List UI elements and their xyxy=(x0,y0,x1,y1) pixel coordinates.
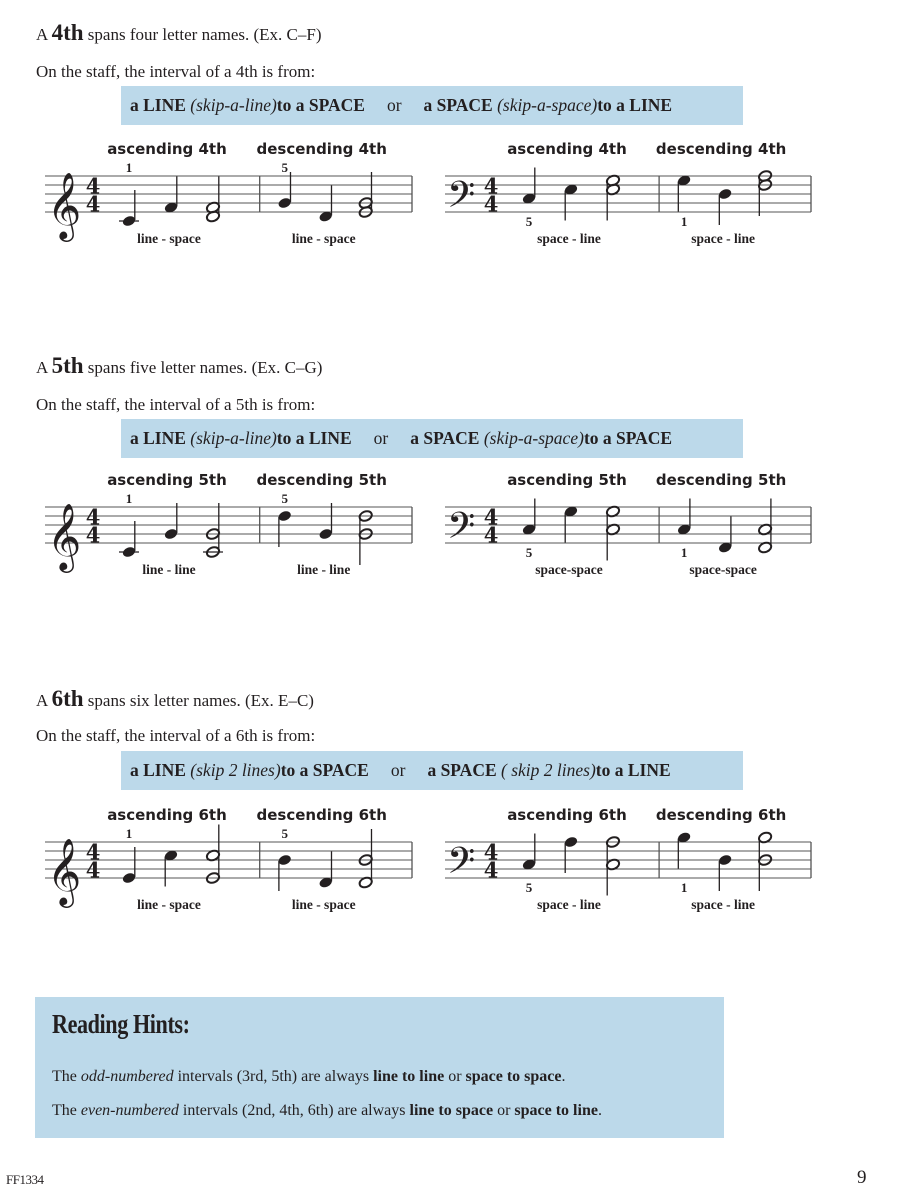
rule-right-italic: ( skip 2 lines) xyxy=(501,760,596,780)
finger-number: 1 xyxy=(125,491,133,506)
intro-suffix: spans four letter names. (Ex. C–F) xyxy=(83,25,322,44)
rule-highlight-bar xyxy=(121,419,743,458)
ascending-label: ascending 6th xyxy=(507,806,627,824)
treble-clef-icon: 𝄞 xyxy=(47,171,82,239)
hint-bold: space to line xyxy=(514,1102,598,1119)
hint-emphasis: even-numbered xyxy=(80,1102,179,1119)
interval-caption: space-space xyxy=(689,562,757,577)
interval-caption: space-space xyxy=(535,562,603,577)
reading-hints-box xyxy=(35,997,724,1138)
rule-or: or xyxy=(386,95,402,115)
rule-right-part2: to a LINE xyxy=(597,95,673,115)
hint-text: . xyxy=(597,1102,602,1119)
interval-caption: space - line xyxy=(691,231,755,246)
finger-number: 5 xyxy=(281,160,288,175)
interval-caption: line - space xyxy=(137,897,201,912)
hint-text: intervals (2nd, 4th, 6th) are always xyxy=(178,1102,410,1119)
ascending-label: ascending 6th xyxy=(107,806,227,824)
finger-number: 5 xyxy=(525,545,533,560)
interval-caption: space - line xyxy=(537,897,601,912)
interval-name: 5th xyxy=(51,353,84,378)
rule-or: or xyxy=(373,428,389,448)
treble-clef-icon: 𝄞 xyxy=(47,837,82,905)
rule-right-part2: to a LINE xyxy=(595,760,671,780)
descending-label: descending 4th xyxy=(655,140,787,158)
descending-label: descending 4th xyxy=(256,140,387,158)
interval-caption: line - space xyxy=(137,231,201,246)
rule-left-italic: (skip 2 lines) xyxy=(190,760,281,780)
rule-right-part1: a SPACE xyxy=(410,428,480,448)
rule-right-part2: to a SPACE xyxy=(583,428,673,448)
hint-bold: space to space xyxy=(465,1068,562,1085)
rule-left-part1: a LINE xyxy=(130,760,186,780)
hint-text: The xyxy=(52,1102,81,1119)
time-signature-bottom: 4 xyxy=(85,857,101,883)
bass-clef-icon: 𝄢 xyxy=(447,174,476,225)
staff-rule-intro: On the staff, the interval of a 4th is from: xyxy=(36,62,316,81)
finger-number: 1 xyxy=(125,160,133,175)
bass-clef-icon: 𝄢 xyxy=(447,505,476,556)
time-signature-bottom: 4 xyxy=(483,191,499,217)
hint-even-intervals xyxy=(52,1102,602,1120)
rule-or: or xyxy=(390,760,406,780)
staff-rule-intro: On the staff, the interval of a 6th is from: xyxy=(36,726,316,745)
rule-highlight-bar xyxy=(121,751,743,790)
finger-number: 1 xyxy=(680,880,688,895)
rule-left-part2: to a LINE xyxy=(276,428,352,448)
intro-line xyxy=(36,353,322,379)
time-signature-bottom: 4 xyxy=(483,857,499,883)
ascending-label: ascending 5th xyxy=(107,471,227,489)
ascending-label: ascending 4th xyxy=(507,140,627,158)
hint-bold: line to space xyxy=(409,1102,494,1119)
interval-name: 6th xyxy=(51,686,84,711)
treble-clef-icon: 𝄞 xyxy=(47,502,82,570)
hint-odd-intervals xyxy=(52,1068,566,1086)
time-signature-top: 4 xyxy=(85,173,101,199)
bass-clef-icon: 𝄢 xyxy=(447,840,476,891)
rule-right-italic: (skip-a-space) xyxy=(483,428,584,448)
rule-highlight-bar xyxy=(121,86,743,125)
intro-line xyxy=(36,20,322,46)
finger-number: 1 xyxy=(680,214,688,229)
hint-emphasis: odd-numbered xyxy=(80,1068,174,1085)
descending-label: descending 5th xyxy=(655,471,787,489)
interval-caption: line - line xyxy=(297,562,351,577)
intro-suffix: spans six letter names. (Ex. E–C) xyxy=(83,691,314,710)
page-number: 9 xyxy=(857,1167,867,1188)
rule-left-part2: to a SPACE xyxy=(276,95,365,115)
staff-example-fifth xyxy=(0,461,900,601)
rule-right-part1: a SPACE xyxy=(427,760,497,780)
time-signature-bottom: 4 xyxy=(483,522,499,548)
descending-label: descending 6th xyxy=(256,806,387,824)
hint-text: . xyxy=(561,1068,566,1085)
rule-left-italic: (skip-a-line) xyxy=(190,428,277,448)
finger-number: 5 xyxy=(281,826,288,841)
time-signature-bottom: 4 xyxy=(85,522,101,548)
time-signature-top: 4 xyxy=(483,173,499,199)
finger-number: 1 xyxy=(680,545,688,560)
intro-suffix: spans five letter names. (Ex. C–G) xyxy=(83,358,323,377)
hint-text: or xyxy=(493,1102,515,1119)
time-signature-top: 4 xyxy=(483,504,499,530)
hint-bold: line to line xyxy=(373,1068,445,1085)
descending-label: descending 6th xyxy=(655,806,787,824)
descending-label: descending 5th xyxy=(256,471,387,489)
reading-hints-title: Reading Hints: xyxy=(52,1009,190,1039)
finger-number: 5 xyxy=(525,214,533,229)
interval-name: 4th xyxy=(51,20,84,45)
time-signature-top: 4 xyxy=(85,839,101,865)
hint-text: The xyxy=(52,1068,81,1085)
rule-left-italic: (skip-a-line) xyxy=(190,95,277,115)
intro-line xyxy=(36,686,314,712)
intro-prefix: A xyxy=(36,358,52,377)
rule-left-part1: a LINE xyxy=(130,95,186,115)
interval-caption: line - line xyxy=(142,562,196,577)
rule-left-part2: to a SPACE xyxy=(280,760,369,780)
rule-right-part1: a SPACE xyxy=(423,95,493,115)
hint-text: or xyxy=(444,1068,466,1085)
intro-prefix: A xyxy=(36,25,52,44)
ascending-label: ascending 5th xyxy=(507,471,627,489)
interval-caption: space - line xyxy=(691,897,755,912)
staff-example-fourth xyxy=(0,130,900,270)
interval-caption: space - line xyxy=(537,231,601,246)
staff-example-sixth xyxy=(0,796,900,936)
finger-number: 5 xyxy=(281,491,288,506)
interval-caption: line - space xyxy=(291,897,356,912)
time-signature-bottom: 4 xyxy=(85,191,101,217)
finger-number: 1 xyxy=(125,826,133,841)
ascending-label: ascending 4th xyxy=(107,140,227,158)
interval-caption: line - space xyxy=(291,231,356,246)
time-signature-top: 4 xyxy=(483,839,499,865)
time-signature-top: 4 xyxy=(85,504,101,530)
book-code: FF1334 xyxy=(6,1172,44,1187)
intro-prefix: A xyxy=(36,691,52,710)
rule-left-part1: a LINE xyxy=(130,428,186,448)
finger-number: 5 xyxy=(525,880,533,895)
rule-right-italic: (skip-a-space) xyxy=(497,95,598,115)
hint-text: intervals (3rd, 5th) are always xyxy=(173,1068,374,1085)
staff-rule-intro: On the staff, the interval of a 5th is from: xyxy=(36,395,316,414)
